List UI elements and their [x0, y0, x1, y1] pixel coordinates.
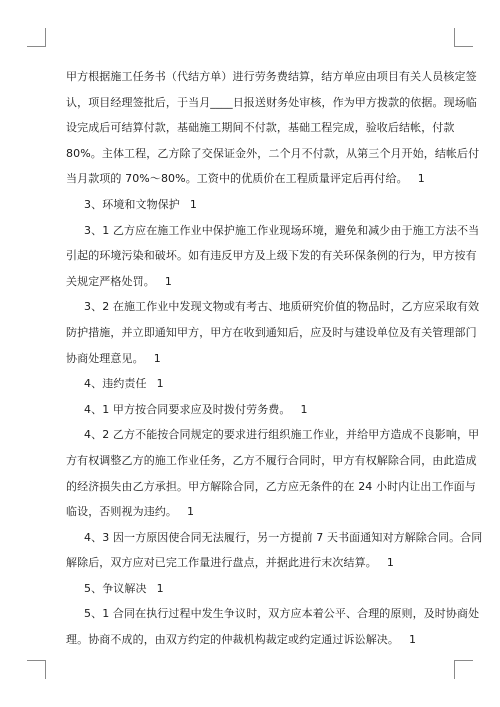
- line-text: 甲方根据施工任务书（代结方单）进行劳务费结算，结方单应由项目有关人员核定签: [66, 70, 477, 83]
- paragraph-marker: 1: [386, 556, 394, 570]
- text-line: [66, 576, 450, 602]
- line-text: 引起的环境污染和破坏。如有违反甲方及上级下发的有关环保条例的行为，甲方按有: [66, 249, 477, 263]
- text-line: [66, 269, 450, 295]
- text-line: [66, 346, 450, 372]
- text-line: [66, 115, 455, 141]
- text-line: [66, 397, 450, 423]
- line-text: 解除后，双方应对已完工作量进行盘点，并据此进行末次结算。: [66, 556, 377, 570]
- line-text: 关规定严格处罚。: [66, 274, 155, 288]
- paragraph-marker: 1: [189, 197, 198, 211]
- line-text: 3、环境和文物保护: [84, 197, 180, 211]
- text-line: [66, 166, 450, 192]
- text-line: [66, 474, 476, 500]
- text-line: [66, 550, 450, 576]
- paragraph-marker: 1: [409, 633, 417, 647]
- line-text: 的经济损失由乙方承担。甲方解除合同，乙方应无条件的在 24 小时内让出工作面与: [66, 479, 476, 493]
- line-text: 4、2 乙方不能按合同规定的要求进行组织施工作业，并给甲方造成不良影响，甲: [84, 428, 480, 442]
- paragraph-marker: 1: [417, 172, 425, 186]
- text-line: [66, 90, 477, 116]
- line-text: 临设，否则视为违约。: [66, 505, 177, 519]
- document-body: [66, 64, 483, 653]
- text-line: [66, 422, 480, 448]
- line-text: 4、1 甲方按合同要求应及时拨付劳务费。: [84, 402, 291, 416]
- line-text: 3、1 乙方应在施工作业中保护施工作业现场环境，避免和减少由于施工方法不当: [84, 223, 480, 237]
- line-text: 防护措施，并立即通知甲方，甲方在收到通知后，应及时与建设单位及有关管理部门: [66, 325, 477, 339]
- line-text: 4、违约责任: [84, 377, 147, 391]
- paragraph-marker: 1: [187, 505, 195, 519]
- text-line: [66, 371, 450, 397]
- line-text: 3、2 在施工作业中发现文物或有考古、地质研究价值的物品时，乙方应采取有效: [84, 300, 480, 314]
- line-text: 方有权调整乙方的施工作业任务，乙方不履行合同时，甲方有权解除合同，由此造成: [66, 453, 477, 467]
- text-line: [66, 448, 477, 474]
- crop-mark-top-left: [27, 28, 46, 47]
- text-line: [66, 320, 477, 346]
- paragraph-marker: 1: [156, 581, 164, 595]
- text-line: [66, 499, 450, 525]
- text-line: [66, 141, 480, 167]
- crop-mark-bottom-right: [454, 660, 473, 679]
- text-line: [66, 243, 477, 269]
- line-text: 理。协商不成的，由双方约定的仲裁机构裁定或约定通过诉讼解决。: [66, 633, 399, 647]
- line-text: 协商处理意见。: [66, 351, 144, 365]
- crop-mark-top-right: [454, 28, 473, 47]
- text-line: [66, 627, 450, 653]
- line-text: 80%。主体工程，乙方除了交保证金外，二个月不付款，从第三个月开始，结帐后付: [66, 146, 480, 160]
- text-line: [66, 192, 450, 218]
- text-line: [66, 525, 483, 551]
- line-text: 4、3 因一方原因使合同无法履行，另一方提前 7 天书面通知对方解除合同。合同: [84, 530, 483, 544]
- crop-mark-bottom-left: [27, 660, 46, 679]
- line-text: 当月款项的 70%～80%。工资中的优质价在工程质量评定后再付给。: [66, 172, 408, 186]
- line-text: 5、争议解决: [84, 581, 147, 595]
- paragraph-marker: 1: [156, 377, 164, 391]
- text-line: [66, 218, 480, 244]
- text-line: [66, 294, 480, 320]
- text-line: [66, 601, 480, 627]
- line-text: 认，项目经理签批后，于当月____日报送财务处审核，作为甲方拨款的依据。现场临: [66, 95, 477, 109]
- paragraph-marker: 1: [164, 274, 172, 288]
- line-text: 5、1 合同在执行过程中发生争议时，双方应本着公平、合理的原则，及时协商处: [84, 607, 480, 621]
- paragraph-marker: 1: [300, 402, 308, 416]
- paragraph-marker: 1: [153, 351, 161, 365]
- line-text: 设完成后可结算付款，基础施工期间不付款，基础工程完成，验收后结帐，付款: [66, 121, 455, 135]
- text-line: [66, 64, 477, 90]
